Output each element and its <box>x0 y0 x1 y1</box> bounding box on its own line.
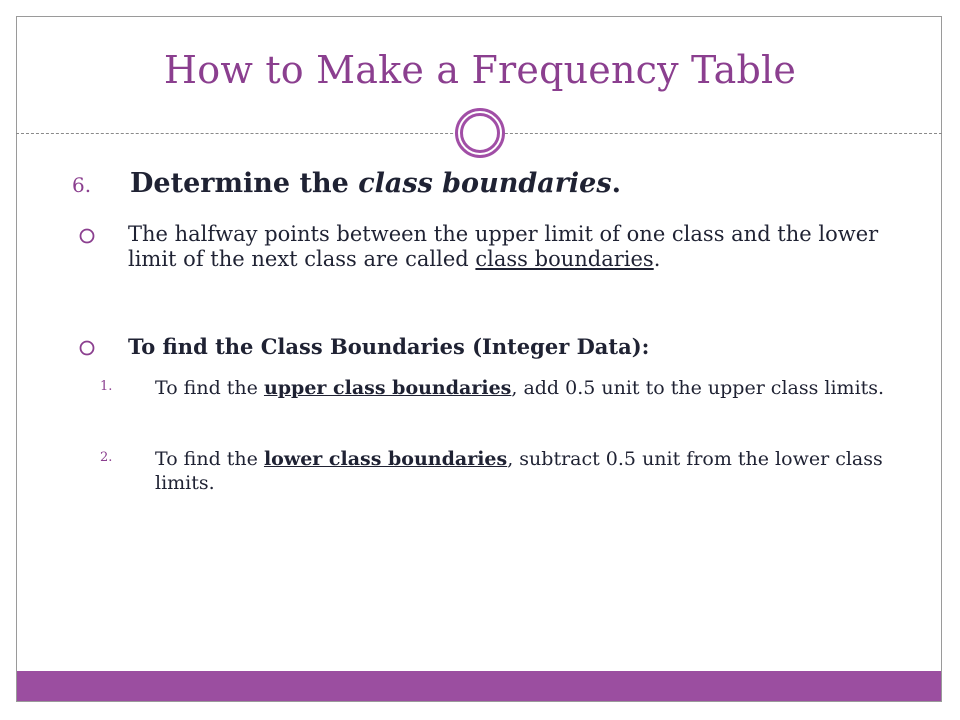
step-heading-emphasis: class boundaries <box>358 168 612 199</box>
method-heading: To find the Class Boundaries (Integer Data): <box>128 334 650 359</box>
list-item-upper <box>100 376 920 400</box>
lower-end: , subtract 0.5 unit from the lower class limits. <box>155 448 883 494</box>
bullet-item-definition <box>76 222 920 272</box>
ring-ornament-inner-icon <box>460 113 500 153</box>
ring-bullet-icon <box>76 337 98 359</box>
step-heading-prefix: Determine the <box>130 168 359 199</box>
step-heading-suffix: . <box>611 168 621 199</box>
step-heading-number: 6. <box>72 173 92 197</box>
upper-text: To find the <box>155 377 264 399</box>
bullet-item-method <box>76 334 920 359</box>
slide-title: How to Make a Frequency Table <box>163 48 797 92</box>
ring-bullet-icon <box>76 225 98 247</box>
footer-bar <box>17 671 941 701</box>
definition-end: . <box>653 247 661 271</box>
definition-term: class boundaries <box>475 247 654 271</box>
lower-text: To find the <box>155 448 264 470</box>
list-item-lower <box>100 447 920 495</box>
step-heading <box>72 168 912 199</box>
definition-text: The halfway points between the upper limit of one class and the lower limit of the next class are called <box>128 222 879 271</box>
upper-term: upper class boundaries <box>263 377 512 399</box>
list-item-number: 1. <box>100 379 113 394</box>
lower-term: lower class boundaries <box>263 448 508 470</box>
list-item-number: 2. <box>100 450 113 465</box>
upper-end: , add 0.5 unit to the upper class limits. <box>511 377 885 399</box>
